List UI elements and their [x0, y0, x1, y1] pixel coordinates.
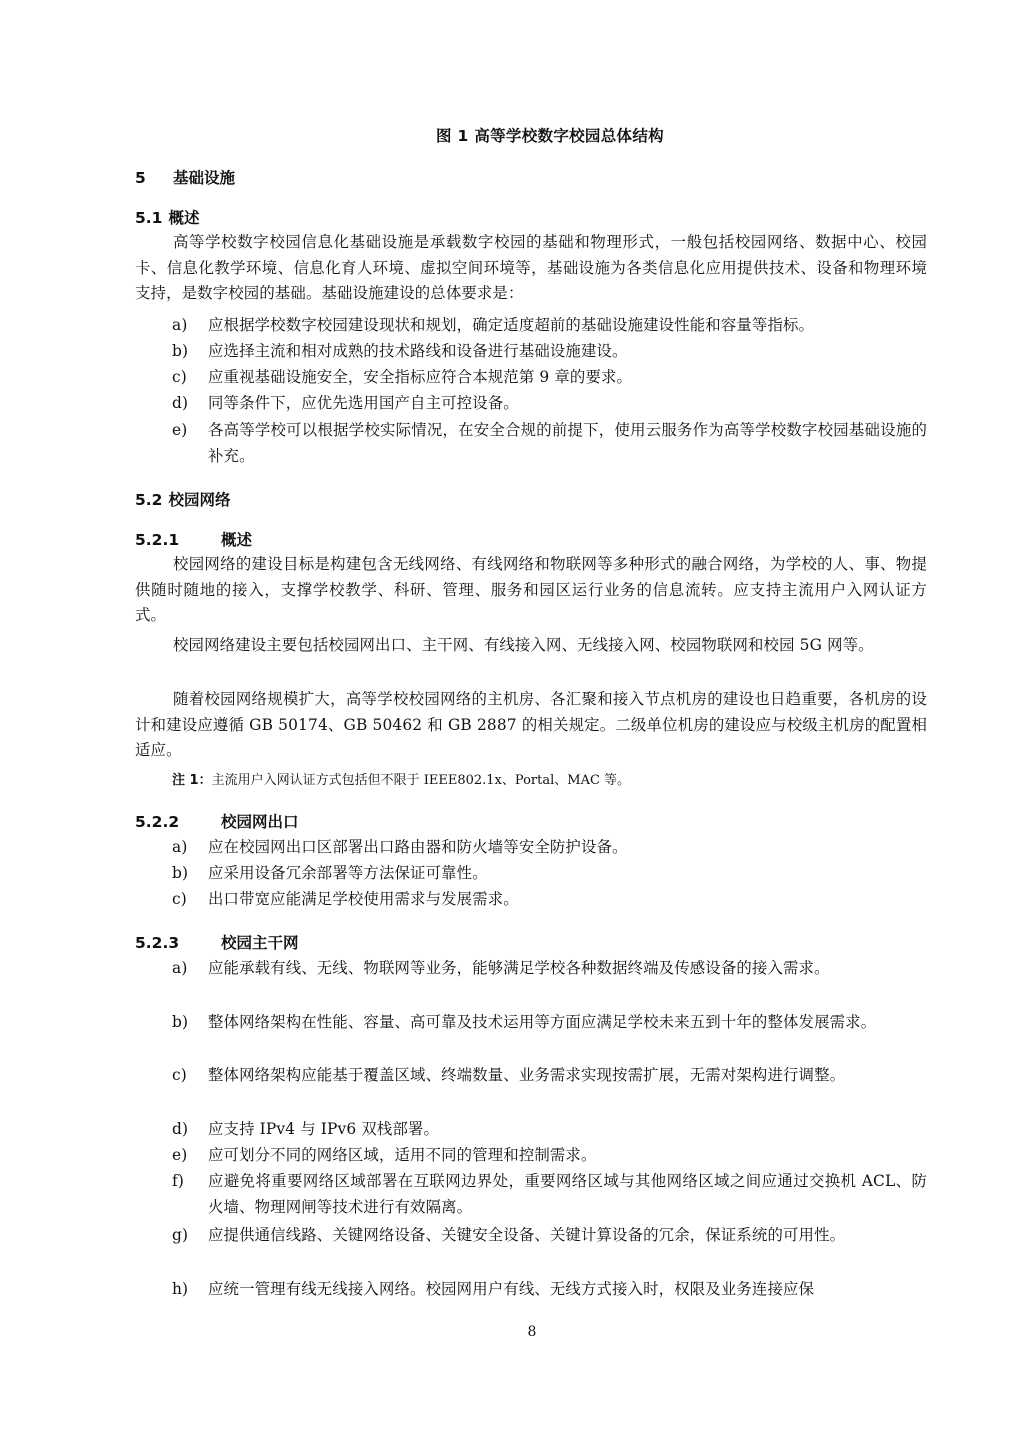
section-number: 5.2.1 — [135, 531, 180, 549]
section-5-2-heading — [135, 488, 230, 510]
list-text: 应可划分不同的网络区域，适用不同的管理和控制需求。 — [208, 1146, 597, 1164]
figure-caption: 图 1 高等学校数字校园总体结构 — [436, 127, 664, 145]
list-marker: d) — [172, 394, 189, 412]
list-text: 应在校园网出口区部署出口路由器和防火墙等安全防护设备。 — [208, 838, 628, 856]
note-label: 注 1： — [172, 773, 212, 788]
list-marker: b) — [172, 864, 189, 882]
list-marker: a) — [172, 959, 188, 977]
list-item — [172, 1143, 927, 1169]
note — [172, 770, 927, 792]
list-text: 应统一管理有线无线接入网络。校园网用户有线、无线方式接入时，权限及业务连接应保 — [208, 1280, 815, 1298]
list-marker: c) — [172, 890, 187, 908]
list-text: 应选择主流和相对成熟的技术路线和设备进行基础设施建设。 — [208, 342, 628, 360]
section-title: 校园网络 — [168, 491, 231, 509]
section-title: 校园主干网 — [221, 934, 299, 952]
list-marker: d) — [172, 1120, 189, 1138]
note-text: 主流用户入网认证方式包括但不限于 IEEE802.1x、Portal、MAC 等。 — [211, 773, 631, 788]
list-marker: e) — [172, 421, 188, 439]
list-item — [172, 1169, 927, 1220]
list-text: 应根据学校数字校园建设现状和规划，确定适度超前的基础设施建设性能和容量等指标。 — [208, 316, 815, 334]
list-item — [172, 1277, 927, 1303]
list-marker: g) — [172, 1226, 189, 1244]
list-item — [172, 835, 927, 861]
list-marker: b) — [172, 1013, 189, 1031]
list-text: 同等条件下，应优先选用国产自主可控设备。 — [208, 394, 519, 412]
list-marker: b) — [172, 342, 189, 360]
list-item — [172, 1063, 927, 1089]
section-number: 5.2 — [135, 491, 163, 509]
paragraph: 校园网络建设主要包括校园网出口、主干网、有线接入网、无线接入网、校园物联网和校园 5G 网等。 — [173, 636, 874, 654]
section-title: 基础设施 — [173, 169, 236, 187]
section-title: 概述 — [168, 209, 200, 227]
paragraph: 校园网络的建设目标是构建包含无线网络、有线网络和物联网等多种形式的融合网络，为学校的人、事、物提供随时随地的接入，支撑学校教学、科研、管理、服务和园区运行业务的信息流转。应支持主流用户入网认证方式。 — [135, 555, 927, 624]
section-number: 5.2.2 — [135, 813, 180, 831]
list-text: 应采用设备冗余部署等方法保证可靠性。 — [208, 864, 488, 882]
list-text: 应提供通信线路、关键网络设备、关键安全设备、关键计算设备的冗余，保证系统的可用性。 — [208, 1226, 846, 1244]
list-marker: e) — [172, 1146, 188, 1164]
list-text: 应能承载有线、无线、物联网等业务，能够满足学校各种数据终端及传感设备的接入需求。 — [208, 959, 830, 977]
list-item — [172, 313, 927, 339]
list-marker: a) — [172, 316, 188, 334]
paragraph: 随着校园网络规模扩大，高等学校校园网络的主机房、各汇聚和接入节点机房的建设也日趋重要，各机房的设计和建设应遵循 GB 50174、GB 50462 和 GB 2887 的相关规定。二级单位机房的建设应与校级主机房的配置相适应。 — [135, 690, 927, 759]
list-marker: f) — [172, 1172, 185, 1190]
list-text: 应避免将重要网络区域部署在互联网边界处，重要网络区域与其他网络区域之间应通过交换机 ACL、防火墙、物理网闸等技术进行有效隔离。 — [208, 1172, 927, 1216]
list-item — [172, 1010, 927, 1036]
list-text: 应支持 IPv4 与 IPv6 双栈部署。 — [208, 1120, 440, 1138]
list-marker: a) — [172, 838, 188, 856]
list-text: 出口带宽应能满足学校使用需求与发展需求。 — [208, 890, 519, 908]
section-title: 校园网出口 — [221, 813, 299, 831]
list-text: 整体网络架构应能基于覆盖区域、终端数量、业务需求实现按需扩展，无需对架构进行调整。 — [208, 1066, 846, 1084]
list-item — [172, 1117, 927, 1143]
list-item — [172, 418, 927, 469]
list-marker: c) — [172, 1066, 187, 1084]
page-number: 8 — [527, 1324, 537, 1340]
list-text: 各高等学校可以根据学校实际情况，在安全合规的前提下，使用云服务作为高等学校数字校园基础设施的补充。 — [208, 421, 927, 465]
list-item — [172, 339, 927, 365]
list-item — [172, 391, 927, 417]
list-marker: h) — [172, 1280, 189, 1298]
list-text: 应重视基础设施安全，安全指标应符合本规范第 9 章的要求。 — [208, 368, 633, 386]
section-title: 概述 — [221, 531, 253, 549]
list-text: 整体网络架构在性能、容量、高可靠及技术运用等方面应满足学校未来五到十年的整体发展需求。 — [208, 1013, 877, 1031]
section-number: 5 — [135, 169, 146, 187]
section-number: 5.1 — [135, 209, 163, 227]
list-item — [172, 861, 927, 887]
section-5-1-heading — [135, 206, 199, 228]
list-marker: c) — [172, 368, 187, 386]
section-5-2-1-heading — [135, 528, 252, 550]
list-item — [172, 956, 927, 982]
section-number: 5.2.3 — [135, 934, 180, 952]
list-item — [172, 887, 927, 913]
list-item — [172, 1223, 927, 1249]
section-5-2-2-heading — [135, 810, 299, 832]
paragraph: 高等学校数字校园信息化基础设施是承载数字校园的基础和物理形式，一般包括校园网络、数据中心、校园卡、信息化教学环境、信息化育人环境、虚拟空间环境等，基础设施为各类信息化应用提供技术、设备和物理环境支持，是数字校园的基础。基础设施建设的总体要求是： — [135, 233, 927, 302]
list-item — [172, 365, 927, 391]
section-5-heading — [135, 166, 235, 188]
section-5-2-3-heading — [135, 931, 299, 953]
